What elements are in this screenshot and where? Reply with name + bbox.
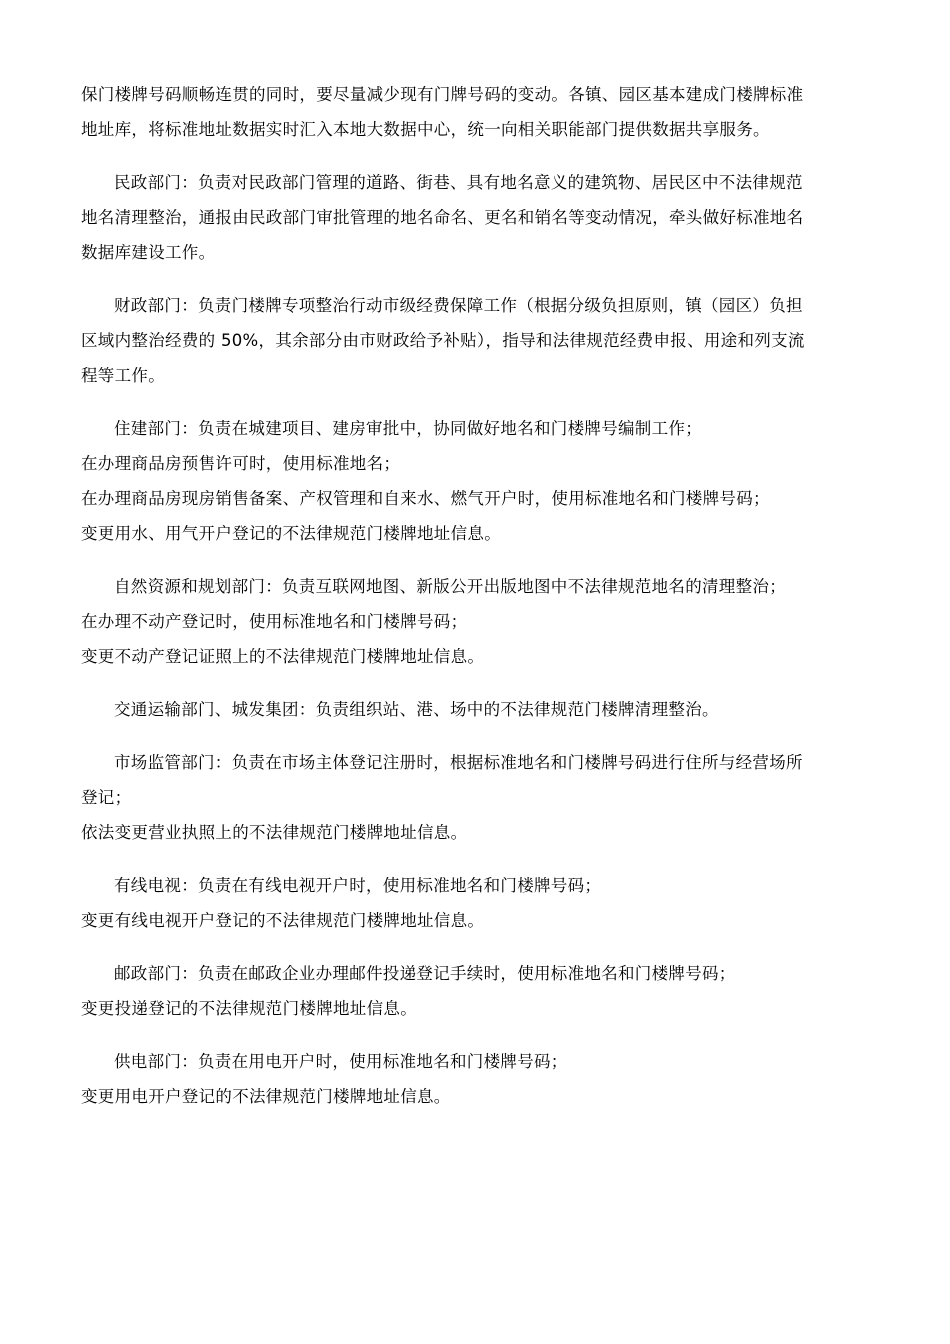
text-line: 住建部门：负责在城建项目、建房审批中，协同做好地名和门楼牌号编制工作； [114, 419, 702, 438]
text-line: 依法变更营业执照上的不法律规范门楼牌地址信息。 [81, 823, 468, 842]
text-line: 地名清理整治，通报由民政部门审批管理的地名命名、更名和销名等变动情况，牵头做好标准地名 [81, 208, 804, 227]
paragraph-postal [81, 956, 871, 1026]
text-line: 邮政部门：负责在邮政企业办理邮件投递登记手续时，使用标准地名和门楼牌号码； [114, 964, 736, 983]
text-line: 在办理商品房现房销售备案、产权管理和自来水、燃气开户时，使用标准地名和门楼牌号码； [81, 489, 770, 508]
paragraph-standard-address [81, 77, 871, 147]
text-line: 自然资源和规划部门：负责互联网地图、新版公开出版地图中不法律规范地名的清理整治； [114, 577, 786, 596]
document-body [81, 77, 871, 1132]
text-line: 民政部门：负责对民政部门管理的道路、街巷、具有地名意义的建筑物、居民区中不法律规范 [114, 173, 803, 192]
paragraph-civil-affairs [81, 165, 871, 270]
paragraph-natural-resources [81, 569, 871, 674]
text-line: 变更有线电视开户登记的不法律规范门楼牌地址信息。 [81, 911, 485, 930]
text-line: 登记； [81, 788, 132, 807]
text-line: 变更用水、用气开户登记的不法律规范门楼牌地址信息。 [81, 524, 501, 543]
text-line: 在办理不动产登记时，使用标准地名和门楼牌号码； [81, 612, 468, 631]
text-line: 变更投递登记的不法律规范门楼牌地址信息。 [81, 999, 417, 1018]
text-line: 数据库建设工作。 [81, 243, 216, 262]
paragraph-transport [81, 692, 871, 727]
text-line: 在办理商品房预售许可时，使用标准地名； [81, 454, 401, 473]
text-line: 地址库，将标准地址数据实时汇入本地大数据中心，统一向相关职能部门提供数据共享服务。 [81, 120, 770, 139]
text-line: 变更用电开户登记的不法律规范门楼牌地址信息。 [81, 1087, 451, 1106]
text-line: 供电部门：负责在用电开户时，使用标准地名和门楼牌号码； [114, 1052, 568, 1071]
paragraph-power-supply [81, 1044, 871, 1114]
paragraph-finance [81, 288, 871, 393]
text-line: 财政部门：负责门楼牌专项整治行动市级经费保障工作（根据分级负担原则，镇（园区）负担 [114, 296, 803, 315]
paragraph-market-supervision [81, 745, 871, 850]
text-line: 交通运输部门、城发集团：负责组织站、港、场中的不法律规范门楼牌清理整治。 [114, 700, 719, 719]
text-line: 程等工作。 [81, 366, 165, 385]
text-line: 有线电视：负责在有线电视开户时，使用标准地名和门楼牌号码； [114, 876, 602, 895]
text-line: 保门楼牌号码顺畅连贯的同时，要尽量减少现有门牌号码的变动。各镇、园区基本建成门楼牌标准 [81, 85, 804, 104]
text-line: 市场监管部门：负责在市场主体登记注册时，根据标准地名和门楼牌号码进行住所与经营场所 [114, 753, 803, 772]
paragraph-cable-tv [81, 868, 871, 938]
text-line: 变更不动产登记证照上的不法律规范门楼牌地址信息。 [81, 647, 485, 666]
paragraph-housing-construction [81, 411, 871, 551]
text-line: 区域内整治经费的 50%，其余部分由市财政给予补贴），指导和法律规范经费申报、用途和列支流 [81, 331, 805, 350]
